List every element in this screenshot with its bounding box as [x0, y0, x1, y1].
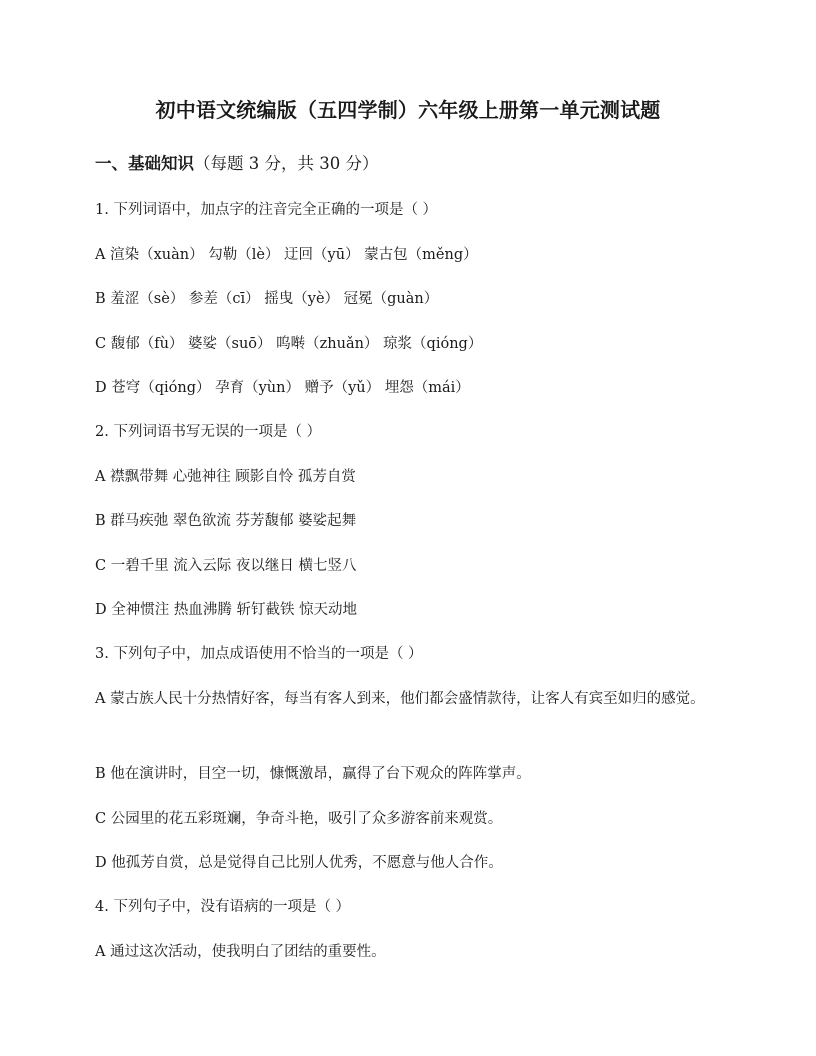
question-1-option-c: C 馥郁（fù） 婆娑（suō） 呜啭（zhuǎn） 琼浆（qióng）	[95, 336, 483, 352]
question-3-option-b: B 他在演讲时，目空一切，慷慨激昂，赢得了台下观众的阵阵掌声。	[95, 766, 531, 782]
question-3-option-d: D 他孤芳自赏，总是觉得自己比别人优秀，不愿意与他人合作。	[95, 855, 503, 871]
question-4-stem: 4. 下列句子中，没有语病的一项是（ ）	[95, 899, 351, 915]
question-3-option-a: A 蒙古族人民十分热情好客，每当有客人到来，他们都会盛情款待，让客人有宾至如归的感觉。	[95, 691, 705, 707]
question-2-option-c: C 一碧千里 流入云际 夜以继日 横七竖八	[95, 558, 357, 574]
section-heading-label: 一、基础知识	[95, 154, 194, 173]
question-2-option-b: B 群马疾弛 翠色欲流 芬芳馥郁 婆娑起舞	[95, 513, 357, 529]
question-1-option-a: A 渲染（xuàn） 勾勒（lè） 迂回（yū） 蒙古包（měng）	[95, 247, 478, 263]
question-2-option-d: D 全神惯注 热血沸腾 斩钉截铁 惊天动地	[95, 602, 358, 618]
question-4-option-a: A 通过这次活动，使我明白了团结的重要性。	[95, 944, 386, 960]
question-2-stem: 2. 下列词语书写无误的一项是（ ）	[95, 424, 322, 440]
question-1-stem: 1. 下列词语中，加点字的注音完全正确的一项是（ ）	[95, 202, 438, 218]
section-heading-score-note: （每题 3 分，共 30 分）	[194, 154, 379, 173]
question-2-option-a: A 襟飘带舞 心弛神往 顾影自怜 孤芳自赏	[95, 469, 356, 485]
question-3-option-c: C 公园里的花五彩斑斓，争奇斗艳，吸引了众多游客前来观赏。	[95, 811, 503, 827]
question-3-stem: 3. 下列句子中，加点成语使用不恰当的一项是（ ）	[95, 646, 423, 662]
document-title: 初中语文统编版（五四学制）六年级上册第一单元测试题	[155, 98, 661, 122]
section-heading	[95, 150, 378, 174]
question-1-option-d: D 苍穹（qióng） 孕育（yùn） 赠予（yǔ） 埋怨（mái）	[95, 380, 470, 396]
question-1-option-b: B 羞涩（sè） 参差（cī） 摇曳（yè） 冠冕（guàn）	[95, 291, 439, 307]
